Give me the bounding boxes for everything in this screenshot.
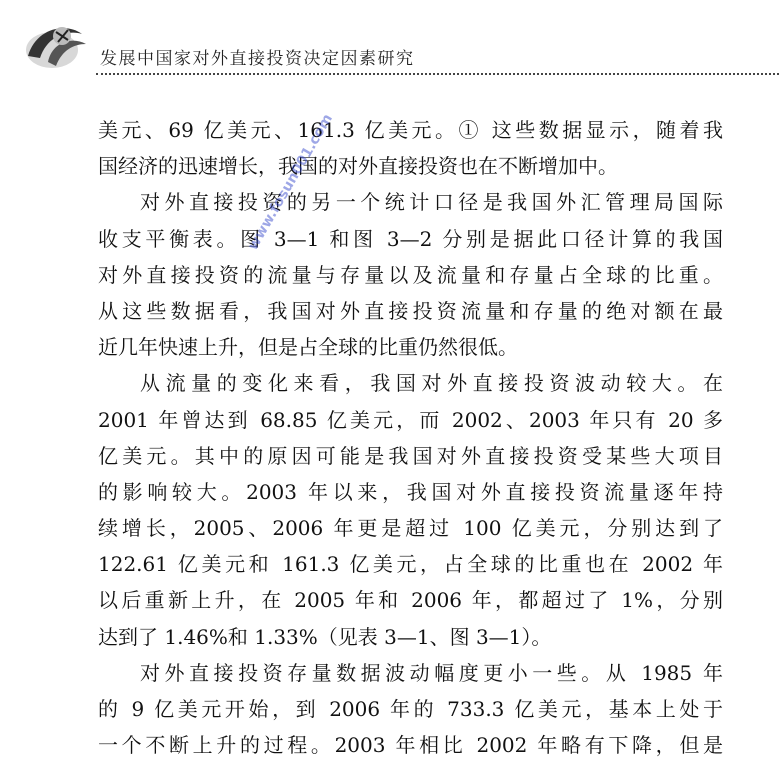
page-header <box>0 0 779 78</box>
text-line: 从这些数据看，我国对外直接投资流量和存量的绝对额在最 <box>98 298 723 323</box>
text-line: 收支平衡表。图 3—1 和图 3—2 分别是据此口径计算的我国 <box>98 226 723 251</box>
text-line: 达到了 1.46%和 1.33%（见表 3—1、图 3—1）。 <box>98 624 552 649</box>
text-line: 近几年快速上升，但是占全球的比重仍然很低。 <box>98 335 518 360</box>
header-divider <box>96 73 779 75</box>
paragraph-start-line: 对外直接投资的另一个统计口径是我国外汇管理局国际 <box>140 190 723 215</box>
text-line: 2001 年曾达到 68.85 亿美元，而 2002、2003 年只有 20 多 <box>98 407 723 432</box>
text-line: 对外直接投资的流量与存量以及流量和存量占全球的比重。 <box>98 262 723 287</box>
paragraph-start-line: 对外直接投资存量数据波动幅度更小一些。从 1985 年 <box>140 660 723 685</box>
text-line: 的影响较大。2003 年以来，我国对外直接投资流量逐年持 <box>98 479 723 504</box>
watermark-text: www.fosun001.com <box>245 111 336 253</box>
decorative-swirl-logo-icon <box>22 16 92 72</box>
text-line: 国经济的迅速增长，我国的对外直接投资也在不断增加中。 <box>98 154 618 179</box>
text-line: 一个不断上升的过程。2003 年相比 2002 年略有下降，但是 <box>98 733 723 758</box>
text-line: 以后重新上升，在 2005 年和 2006 年，都超过了 1%，分别 <box>98 588 723 613</box>
text-line: 美元、69 亿美元、161.3 亿美元。① 这些数据显示，随着我 <box>98 118 723 142</box>
text-line: 122.61 亿美元和 161.3 亿美元，占全球的比重也在 2002 年 <box>98 552 723 577</box>
text-line: 的 9 亿美元开始，到 2006 年的 733.3 亿美元，基本上处于 <box>98 697 723 721</box>
text-line: 亿美元。其中的原因可能是我国对外直接投资受某些大项目 <box>98 443 723 468</box>
running-title: 发展中国家对外直接投资决定因素研究 <box>100 49 415 69</box>
text-line: 续增长，2005、2006 年更是超过 100 亿美元，分别达到了 <box>98 516 723 541</box>
paragraph-start-line: 从流量的变化来看，我国对外直接投资波动较大。在 <box>140 371 723 396</box>
body-text <box>98 112 723 763</box>
